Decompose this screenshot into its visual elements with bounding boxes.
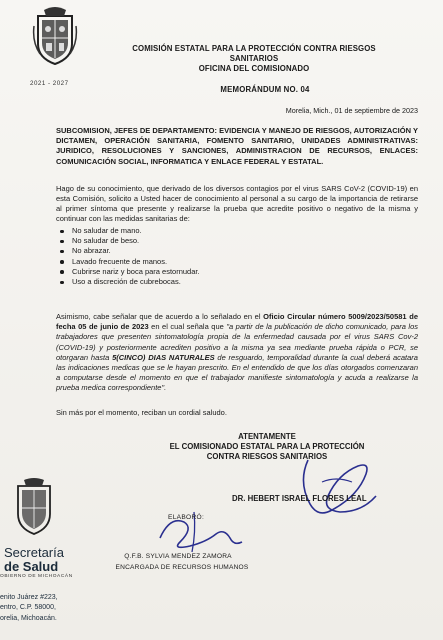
memo-number: MEMORÁNDUM NO. 04 [220, 85, 310, 94]
org-name-line1: COMISIÓN ESTATAL PARA LA PROTECCIÓN CONTRA RIESGOS [132, 44, 376, 53]
closing-salutation: ATENTAMENTE [238, 432, 296, 441]
sanitary-measures-list [58, 226, 358, 287]
p2-quote-end: de resguardo, temporalidad durante la cual deberá acatara las indicaciones medicas que se le hayan prescrito. En el entendido de que los días otorgados comenzaran a computarse desde el momento en que el trabajador manifieste sintomatología y acuda a realizarse la prueba medica correspondiente". [56, 352, 418, 393]
circular-reference: Oficio Circular número 5009/2023/50581 de fecha 05 de junio de 2023 [56, 312, 419, 332]
commissioner-name: DR. HEBERT ISRAEL FLORES LEAL [232, 494, 367, 503]
prepared-by-label: ELABORÓ: [168, 514, 205, 521]
brand-word-salud: de Salud [4, 559, 59, 574]
secretaria-salud-seal-icon [14, 478, 54, 538]
closing-title-line2: CONTRA RIESGOS SANITARIOS [206, 452, 328, 462]
brand-word-secretaria: Secretaría [4, 545, 64, 560]
brand-government-line: OBIERNO DE MICHOACÁN [0, 574, 73, 579]
body-paragraph-3: Sin más por el momento, reciban un cordial saludo. [56, 408, 227, 417]
state-seal-icon [32, 6, 78, 68]
list-item: Lavado frecuente de manos. [58, 257, 358, 267]
p2-connector: en el cual señala que [148, 322, 227, 332]
address-line-1: enito Juárez #223, [0, 594, 58, 601]
list-item: No saludar de mano. [58, 226, 358, 236]
preparer-role: ENCARGADA DE RECURSOS HUMANOS [115, 564, 249, 571]
organization-header [96, 44, 412, 74]
p2-intro: Asimismo, cabe señalar que de acuerdo a lo señalado en el [56, 312, 264, 321]
memo-date: Morelia, Mich., 01 de septiembre de 2023 [285, 106, 418, 115]
org-name-line2: SANITARIOS [229, 54, 279, 63]
address-line-2: entro, C.P. 58000, [0, 604, 56, 612]
closing-title-line1: EL COMISIONADO ESTATAL PARA LA PROTECCIÓN [169, 442, 365, 452]
p2-days-highlight: 5(CINCO) DIAS NATURALES [112, 352, 215, 362]
address-line-3: orelia, Michoacán. [0, 614, 57, 622]
p2-quote-start: "a partir de la publicación de dicho comunicado, para los trabajadores que presenten sintomatología propia de la enfermedad causada por el virus SARS Cov-2 (COVID-19) y posteriormente acrediten positivo a la misma ya sea mediante prueba rápida o PCR, se otorgaran hasta [56, 322, 418, 362]
list-item: No saludar de beso. [58, 236, 358, 246]
footer-address [0, 593, 58, 624]
commissioner-signature-icon [288, 452, 384, 524]
list-item: No abrazar. [58, 246, 358, 256]
preparer-name: Q.F.B. SYLVIA MENDEZ ZAMORA [124, 553, 232, 560]
administration-years: 2021 - 2027 [30, 80, 69, 87]
memo-recipients: SUBCOMISION, JEFES DE DEPARTAMENTO: EVIDENCIA Y MANEJO DE RIESGOS, AUTORIZACIÓN Y DICTAMEN, OPERACIÓN SANITARIA, FOMENTO SANITARIO, UNIDADES ADMINISTRATIVAS: JURIDICO, RESOLUCIONES Y SANCIONES, ADMINISTRACION DE RECURSOS, ENLACES: COMUNICACIÓN SOCIAL, INFORMATICA Y ENLACE FEDERAL Y ESTATAL. [56, 126, 418, 166]
office-name: OFICINA DEL COMISIONADO [198, 64, 310, 73]
body-paragraph-1: Hago de su conocimiento, que derivado de los diversos contagios por el virus SARS CoV-2 (COVID-19) en esta Comisión, solicito a Usted hacer de conocimiento al personal a su cargo de la importancia de retirarse al primer síntoma que presente y realizarse la prueba que acredite positivo o negativo de la misma y continuar con las medidas sanitarias de: [56, 184, 418, 223]
body-paragraph-2 [56, 312, 418, 394]
list-item: Uso a discreción de cubrebocas. [58, 277, 358, 287]
list-item: Cubrirse nariz y boca para estornudar. [58, 267, 358, 277]
